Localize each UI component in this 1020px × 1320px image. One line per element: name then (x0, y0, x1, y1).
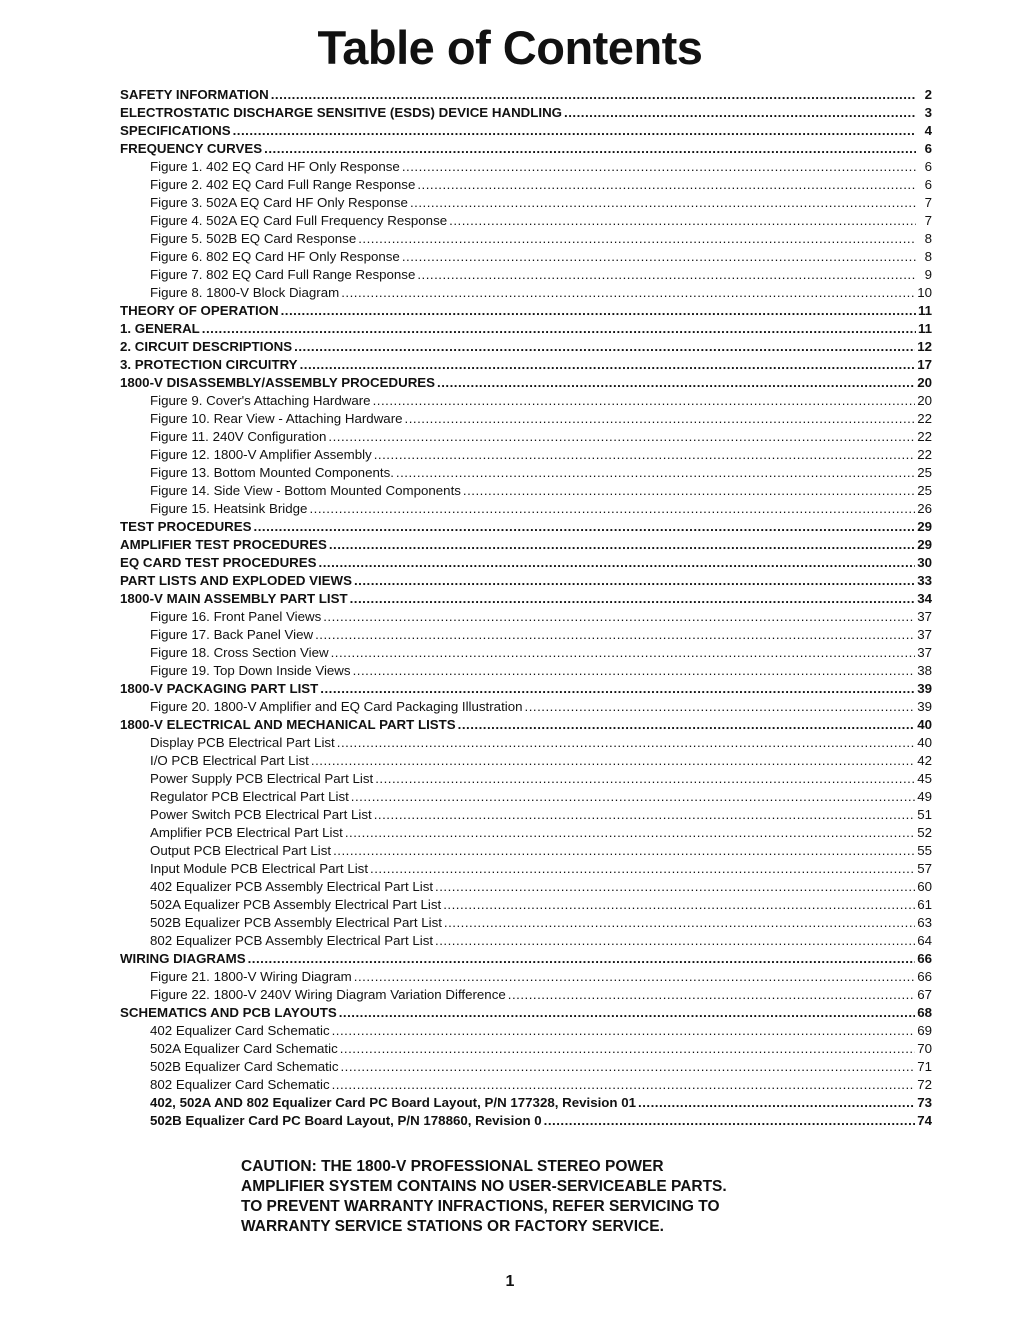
toc-dot-leader (417, 176, 916, 194)
toc-entry[interactable] (120, 500, 932, 518)
table-of-contents (120, 86, 932, 1130)
toc-entry-page: 7 (924, 195, 932, 210)
toc-entry[interactable] (120, 338, 932, 356)
toc-entry-page: 9 (924, 267, 932, 282)
toc-entry[interactable] (120, 626, 932, 644)
toc-entry-page: 11 (917, 303, 932, 318)
toc-entry-label: Amplifier PCB Electrical Part List (150, 825, 343, 840)
toc-entry-page: 6 (924, 177, 932, 192)
toc-entry-label: 502A Equalizer PCB Assembly Electrical Part List (150, 897, 442, 912)
toc-dot-leader (332, 1076, 916, 1094)
toc-entry-label: 802 Equalizer Card Schematic (150, 1077, 330, 1092)
toc-dot-leader (300, 356, 916, 374)
toc-entry[interactable] (120, 806, 932, 824)
toc-entry-page: 68 (917, 1005, 932, 1020)
toc-entry[interactable] (120, 662, 932, 680)
toc-entry-page: 33 (917, 573, 932, 588)
toc-dot-leader (319, 554, 916, 572)
toc-dot-leader (333, 842, 915, 860)
toc-entry-page: 37 (917, 627, 932, 642)
toc-dot-leader (396, 464, 915, 482)
toc-entry[interactable] (120, 554, 932, 572)
toc-entry[interactable] (120, 1040, 932, 1058)
toc-entry-page: 6 (924, 141, 932, 156)
toc-entry-page: 63 (917, 915, 932, 930)
caution-notice (241, 1157, 801, 1237)
toc-entry-label: 502A Equalizer Card Schematic (150, 1041, 338, 1056)
toc-entry[interactable] (120, 608, 932, 626)
toc-entry-label: 1800-V DISASSEMBLY/ASSEMBLY PROCEDURES (120, 375, 436, 390)
toc-entry-label: Output PCB Electrical Part List (150, 843, 332, 858)
toc-entry-label: SAFETY INFORMATION (120, 87, 269, 102)
toc-entry-page: 69 (917, 1023, 932, 1038)
caution-line: CAUTION: THE 1800-V PROFESSIONAL STEREO POWER (241, 1158, 664, 1175)
toc-entry-label: Input Module PCB Electrical Part List (150, 861, 369, 876)
page-number: 1 (505, 1273, 515, 1290)
toc-dot-leader (374, 446, 915, 464)
toc-entry[interactable] (120, 644, 932, 662)
toc-dot-leader (254, 518, 916, 536)
toc-dot-leader (402, 158, 916, 176)
toc-entry[interactable] (120, 1004, 932, 1022)
toc-entry[interactable] (120, 788, 932, 806)
toc-entry-page: 70 (917, 1041, 932, 1056)
toc-entry[interactable] (120, 1094, 932, 1112)
toc-entry-page: 61 (917, 897, 932, 912)
toc-dot-leader (417, 266, 916, 284)
toc-dot-leader (339, 1004, 915, 1022)
page-title: Table of Contents (317, 21, 703, 74)
toc-entry-label: 1800-V PACKAGING PART LIST (120, 681, 319, 696)
toc-entry-label: EQ CARD TEST PROCEDURES (120, 555, 317, 570)
toc-dot-leader (354, 968, 915, 986)
toc-dot-leader (351, 788, 915, 806)
toc-entry-page: 3 (924, 105, 932, 120)
toc-entry-page: 72 (917, 1077, 932, 1092)
toc-dot-leader (443, 896, 915, 914)
toc-dot-leader (271, 86, 916, 104)
toc-dot-leader (328, 428, 915, 446)
toc-entry-page: 64 (917, 933, 932, 948)
toc-entry-label: Regulator PCB Electrical Part List (150, 789, 349, 804)
toc-dot-leader (437, 374, 915, 392)
toc-entry[interactable] (120, 698, 932, 716)
toc-dot-leader (345, 824, 915, 842)
toc-entry-page: 6 (924, 159, 932, 174)
toc-dot-leader (374, 806, 916, 824)
toc-entry-label: Figure 16. Front Panel Views (150, 609, 322, 624)
toc-entry[interactable] (120, 932, 932, 950)
toc-entry[interactable] (120, 194, 932, 212)
toc-entry-page: 57 (917, 861, 932, 876)
toc-entry[interactable] (120, 680, 932, 698)
toc-entry-page: 20 (917, 375, 932, 390)
toc-entry-label: THEORY OF OPERATION (120, 303, 279, 318)
toc-dot-leader (309, 500, 915, 518)
toc-entry[interactable] (120, 176, 932, 194)
toc-entry-page: 40 (917, 735, 932, 750)
toc-entry[interactable] (120, 428, 932, 446)
toc-dot-leader (264, 140, 916, 158)
toc-entry-label: Figure 5. 502B EQ Card Response (150, 231, 357, 246)
toc-entry-page: 8 (924, 231, 932, 246)
toc-entry[interactable] (120, 968, 932, 986)
toc-entry-label: Figure 19. Top Down Inside Views (150, 663, 351, 678)
toc-dot-leader (323, 608, 915, 626)
toc-entry[interactable] (120, 302, 932, 320)
toc-entry-label: 1800-V MAIN ASSEMBLY PART LIST (120, 591, 348, 606)
toc-dot-leader (544, 1112, 916, 1130)
caution-line: TO PREVENT WARRANTY INFRACTIONS, REFER SERVICING TO (241, 1198, 720, 1215)
toc-entry-label: Figure 10. Rear View - Attaching Hardware (150, 411, 403, 426)
toc-dot-leader (354, 572, 915, 590)
toc-entry-page: 30 (917, 555, 932, 570)
toc-entry[interactable] (120, 86, 932, 104)
toc-entry-page: 42 (917, 753, 932, 768)
toc-entry[interactable] (120, 950, 932, 968)
toc-entry-label: 502B Equalizer Card PC Board Layout, P/N 178860, Revision 0 (150, 1113, 542, 1128)
toc-entry-page: 39 (917, 681, 932, 696)
toc-entry[interactable] (120, 824, 932, 842)
toc-dot-leader (564, 104, 916, 122)
toc-dot-leader (337, 734, 915, 752)
toc-entry-page: 4 (924, 123, 932, 138)
toc-entry-page: 51 (917, 807, 932, 822)
toc-dot-leader (373, 392, 916, 410)
toc-entry-label: TEST PROCEDURES (120, 519, 252, 534)
toc-entry-label: Figure 11. 240V Configuration (150, 429, 327, 444)
toc-entry-page: 45 (917, 771, 932, 786)
toc-dot-leader (410, 194, 916, 212)
toc-dot-leader (525, 698, 916, 716)
toc-dot-leader (435, 878, 915, 896)
toc-dot-leader (340, 1040, 915, 1058)
toc-entry[interactable] (120, 536, 932, 554)
toc-entry-label: AMPLIFIER TEST PROCEDURES (120, 537, 327, 552)
toc-entry[interactable] (120, 104, 932, 122)
toc-entry-label: Figure 9. Cover's Attaching Hardware (150, 393, 371, 408)
toc-entry[interactable] (120, 770, 932, 788)
toc-entry-label: I/O PCB Electrical Part List (150, 753, 309, 768)
toc-entry-label: 802 Equalizer PCB Assembly Electrical Part List (150, 933, 434, 948)
toc-entry-label: Figure 6. 802 EQ Card HF Only Response (150, 249, 400, 264)
toc-dot-leader (638, 1094, 915, 1112)
toc-dot-leader (405, 410, 916, 428)
toc-entry-page: 66 (917, 951, 932, 966)
toc-entry-label: WIRING DIAGRAMS (120, 951, 246, 966)
toc-entry-label: PART LISTS AND EXPLODED VIEWS (120, 573, 352, 588)
toc-dot-leader (329, 536, 915, 554)
toc-entry-label: 502B Equalizer PCB Assembly Electrical Part List (150, 915, 442, 930)
toc-entry-label: FREQUENCY CURVES (120, 141, 263, 156)
caution-line: WARRANTY SERVICE STATIONS OR FACTORY SERVICE. (241, 1218, 664, 1235)
toc-dot-leader (350, 590, 916, 608)
toc-entry-label: Figure 1. 402 EQ Card HF Only Response (150, 159, 400, 174)
toc-entry-label: Figure 22. 1800-V 240V Wiring Diagram Variation Difference (150, 987, 506, 1002)
toc-dot-leader (233, 122, 916, 140)
toc-entry-label: 2. CIRCUIT DESCRIPTIONS (120, 339, 293, 354)
toc-dot-leader (281, 302, 916, 320)
toc-entry[interactable] (120, 914, 932, 932)
toc-entry-label: Figure 7. 802 EQ Card Full Range Response (150, 267, 416, 282)
toc-entry-page: 60 (917, 879, 932, 894)
toc-entry-page: 52 (917, 825, 932, 840)
toc-entry[interactable] (120, 158, 932, 176)
toc-entry[interactable] (120, 374, 932, 392)
toc-dot-leader (331, 644, 916, 662)
toc-entry-page: 10 (917, 285, 932, 300)
toc-entry-page: 55 (917, 843, 932, 858)
toc-entry[interactable] (120, 392, 932, 410)
toc-entry-page: 39 (917, 699, 932, 714)
caution-line: AMPLIFIER SYSTEM CONTAINS NO USER-SERVICEABLE PARTS. (241, 1178, 727, 1195)
toc-dot-leader (340, 1058, 915, 1076)
toc-entry-page: 40 (917, 717, 932, 732)
toc-dot-leader (458, 716, 916, 734)
toc-entry-label: Figure 3. 502A EQ Card HF Only Response (150, 195, 408, 210)
toc-entry[interactable] (120, 986, 932, 1004)
toc-entry-label: Figure 4. 502A EQ Card Full Frequency Response (150, 213, 448, 228)
toc-dot-leader (320, 680, 915, 698)
toc-entry-label: Figure 13. Bottom Mounted Components. (150, 465, 394, 480)
toc-entry-page: 7 (924, 213, 932, 228)
toc-dot-leader (332, 1022, 916, 1040)
toc-entry[interactable] (120, 356, 932, 374)
toc-entry-page: 22 (917, 429, 932, 444)
toc-dot-leader (202, 320, 916, 338)
toc-entry[interactable] (120, 518, 932, 536)
toc-entry-page: 2 (924, 87, 932, 102)
toc-entry-label: Figure 20. 1800-V Amplifier and EQ Card Packaging Illustration (150, 699, 523, 714)
toc-entry-page: 74 (917, 1113, 932, 1128)
toc-entry-label: Figure 12. 1800-V Amplifier Assembly (150, 447, 372, 462)
toc-entry-page: 12 (917, 339, 932, 354)
toc-entry-page: 25 (917, 465, 932, 480)
toc-entry-label: ELECTROSTATIC DISCHARGE SENSITIVE (ESDS) DEVICE HANDLING (120, 105, 563, 120)
toc-entry[interactable] (120, 212, 932, 230)
toc-entry[interactable] (120, 230, 932, 248)
toc-dot-leader (248, 950, 916, 968)
toc-entry-label: 402 Equalizer Card Schematic (150, 1023, 330, 1038)
toc-entry-page: 20 (917, 393, 932, 408)
toc-entry-label: Figure 17. Back Panel View (150, 627, 314, 642)
toc-entry-page: 67 (917, 987, 932, 1002)
toc-entry-page: 29 (917, 537, 932, 552)
toc-entry-page: 25 (917, 483, 932, 498)
toc-entry[interactable] (120, 410, 932, 428)
toc-entry-label: 402, 502A AND 802 Equalizer Card PC Board Layout, P/N 177328, Revision 01 (150, 1095, 637, 1110)
toc-entry-page: 8 (924, 249, 932, 264)
toc-entry-label: Display PCB Electrical Part List (150, 735, 335, 750)
toc-entry[interactable] (120, 878, 932, 896)
toc-dot-leader (435, 932, 915, 950)
toc-dot-leader (402, 248, 916, 266)
toc-dot-leader (375, 770, 915, 788)
toc-entry-page: 29 (917, 519, 932, 534)
toc-entry-label: Figure 2. 402 EQ Card Full Range Response (150, 177, 416, 192)
toc-entry[interactable] (120, 1076, 932, 1094)
toc-dot-leader (508, 986, 915, 1004)
toc-entry[interactable] (120, 482, 932, 500)
toc-entry[interactable] (120, 590, 932, 608)
toc-entry-page: 73 (917, 1095, 932, 1110)
toc-entry[interactable] (120, 716, 932, 734)
toc-dot-leader (294, 338, 915, 356)
toc-entry-page: 49 (917, 789, 932, 804)
toc-entry[interactable] (120, 464, 932, 482)
toc-entry-page: 11 (917, 321, 932, 336)
toc-entry[interactable] (120, 842, 932, 860)
toc-entry-page: 34 (917, 591, 932, 606)
toc-entry-label: SCHEMATICS AND PCB LAYOUTS (120, 1005, 337, 1020)
toc-entry-page: 22 (917, 447, 932, 462)
toc-entry[interactable] (120, 140, 932, 158)
toc-entry-page: 71 (917, 1059, 932, 1074)
toc-entry-label: 3. PROTECTION CIRCUITRY (120, 357, 298, 372)
toc-dot-leader (353, 662, 916, 680)
toc-entry[interactable] (120, 860, 932, 878)
toc-entry-label: Figure 14. Side View - Bottom Mounted Components (150, 483, 461, 498)
toc-entry-page: 26 (917, 501, 932, 516)
toc-entry[interactable] (120, 266, 932, 284)
toc-entry-label: Figure 21. 1800-V Wiring Diagram (150, 969, 352, 984)
toc-dot-leader (370, 860, 915, 878)
toc-entry[interactable] (120, 446, 932, 464)
toc-entry-label: Figure 15. Heatsink Bridge (150, 501, 308, 516)
toc-entry[interactable] (120, 896, 932, 914)
toc-entry[interactable] (120, 1022, 932, 1040)
toc-entry-label: 1800-V ELECTRICAL AND MECHANICAL PART LISTS (120, 717, 456, 732)
toc-dot-leader (315, 626, 915, 644)
toc-entry[interactable] (120, 572, 932, 590)
toc-entry-page: 66 (917, 969, 932, 984)
toc-entry-page: 17 (917, 357, 932, 372)
toc-entry[interactable] (120, 1112, 932, 1130)
toc-entry-label: Figure 18. Cross Section View (150, 645, 329, 660)
toc-entry-page: 22 (917, 411, 932, 426)
toc-entry-page: 37 (917, 645, 932, 660)
toc-entry[interactable] (120, 122, 932, 140)
toc-entry-label: Figure 8. 1800-V Block Diagram (150, 285, 340, 300)
toc-entry-label: 502B Equalizer Card Schematic (150, 1059, 339, 1074)
toc-dot-leader (444, 914, 915, 932)
toc-entry[interactable] (120, 320, 932, 338)
toc-entry-page: 37 (917, 609, 932, 624)
toc-entry-label: Power Supply PCB Electrical Part List (150, 771, 374, 786)
toc-entry-label: 1. GENERAL (120, 321, 200, 336)
toc-dot-leader (341, 284, 915, 302)
toc-entry[interactable] (120, 752, 932, 770)
toc-entry-label: 402 Equalizer PCB Assembly Electrical Part List (150, 879, 434, 894)
toc-entry[interactable] (120, 734, 932, 752)
toc-entry[interactable] (120, 1058, 932, 1076)
toc-dot-leader (463, 482, 915, 500)
toc-dot-leader (449, 212, 916, 230)
toc-dot-leader (311, 752, 915, 770)
toc-entry[interactable] (120, 284, 932, 302)
toc-dot-leader (358, 230, 916, 248)
toc-entry-page: 38 (917, 663, 932, 678)
toc-entry-label: Power Switch PCB Electrical Part List (150, 807, 372, 822)
toc-entry[interactable] (120, 248, 932, 266)
toc-entry-label: SPECIFICATIONS (120, 123, 231, 138)
